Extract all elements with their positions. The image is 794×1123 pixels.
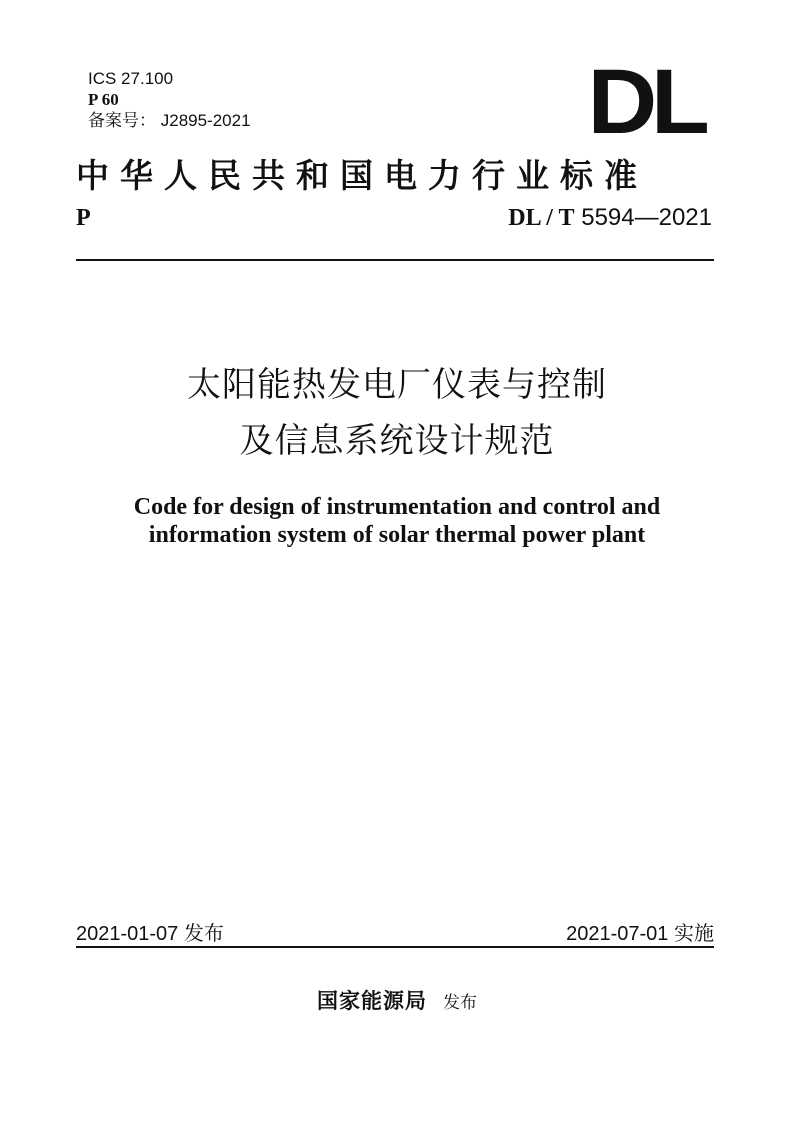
effective-date-label: 实施 bbox=[674, 923, 714, 945]
publisher-org: 国家能源局 bbox=[317, 988, 427, 1013]
standard-category: P bbox=[76, 205, 91, 231]
effective-date-value: 2021-07-01 bbox=[566, 923, 669, 945]
dl-logo: DL bbox=[587, 51, 704, 153]
ics-code: ICS 27.100 bbox=[88, 69, 174, 88]
classification-block bbox=[88, 68, 251, 131]
issue-date bbox=[76, 917, 224, 946]
title-en-line2: information system of solar thermal power plant bbox=[148, 522, 646, 548]
record-number-line bbox=[88, 110, 251, 131]
record-number: J2895-2021 bbox=[160, 111, 251, 130]
record-label: 备案号： bbox=[88, 111, 156, 130]
publisher-action: 发布 bbox=[443, 993, 477, 1013]
standard-prefix: DL / T bbox=[508, 205, 575, 231]
effective-date bbox=[566, 917, 714, 946]
publisher-line bbox=[0, 985, 794, 1015]
issue-date-label: 发布 bbox=[183, 923, 224, 945]
header-divider bbox=[76, 259, 714, 261]
issue-date-value: 2021-01-07 bbox=[76, 923, 179, 945]
standard-code: 5594—2021 bbox=[581, 204, 712, 231]
standard-number bbox=[508, 204, 712, 232]
footer-divider bbox=[76, 946, 714, 948]
title-cn-line1: 太阳能热发电厂仪表与控制 bbox=[187, 365, 607, 405]
industry-standard-title: 中华人民共和国电力行业标准 bbox=[76, 156, 648, 195]
title-en-line1: Code for design of instrumentation and control and bbox=[133, 494, 661, 520]
ccs-code: P 60 bbox=[88, 90, 119, 109]
title-cn-line2: 及信息系统设计规范 bbox=[239, 421, 555, 461]
